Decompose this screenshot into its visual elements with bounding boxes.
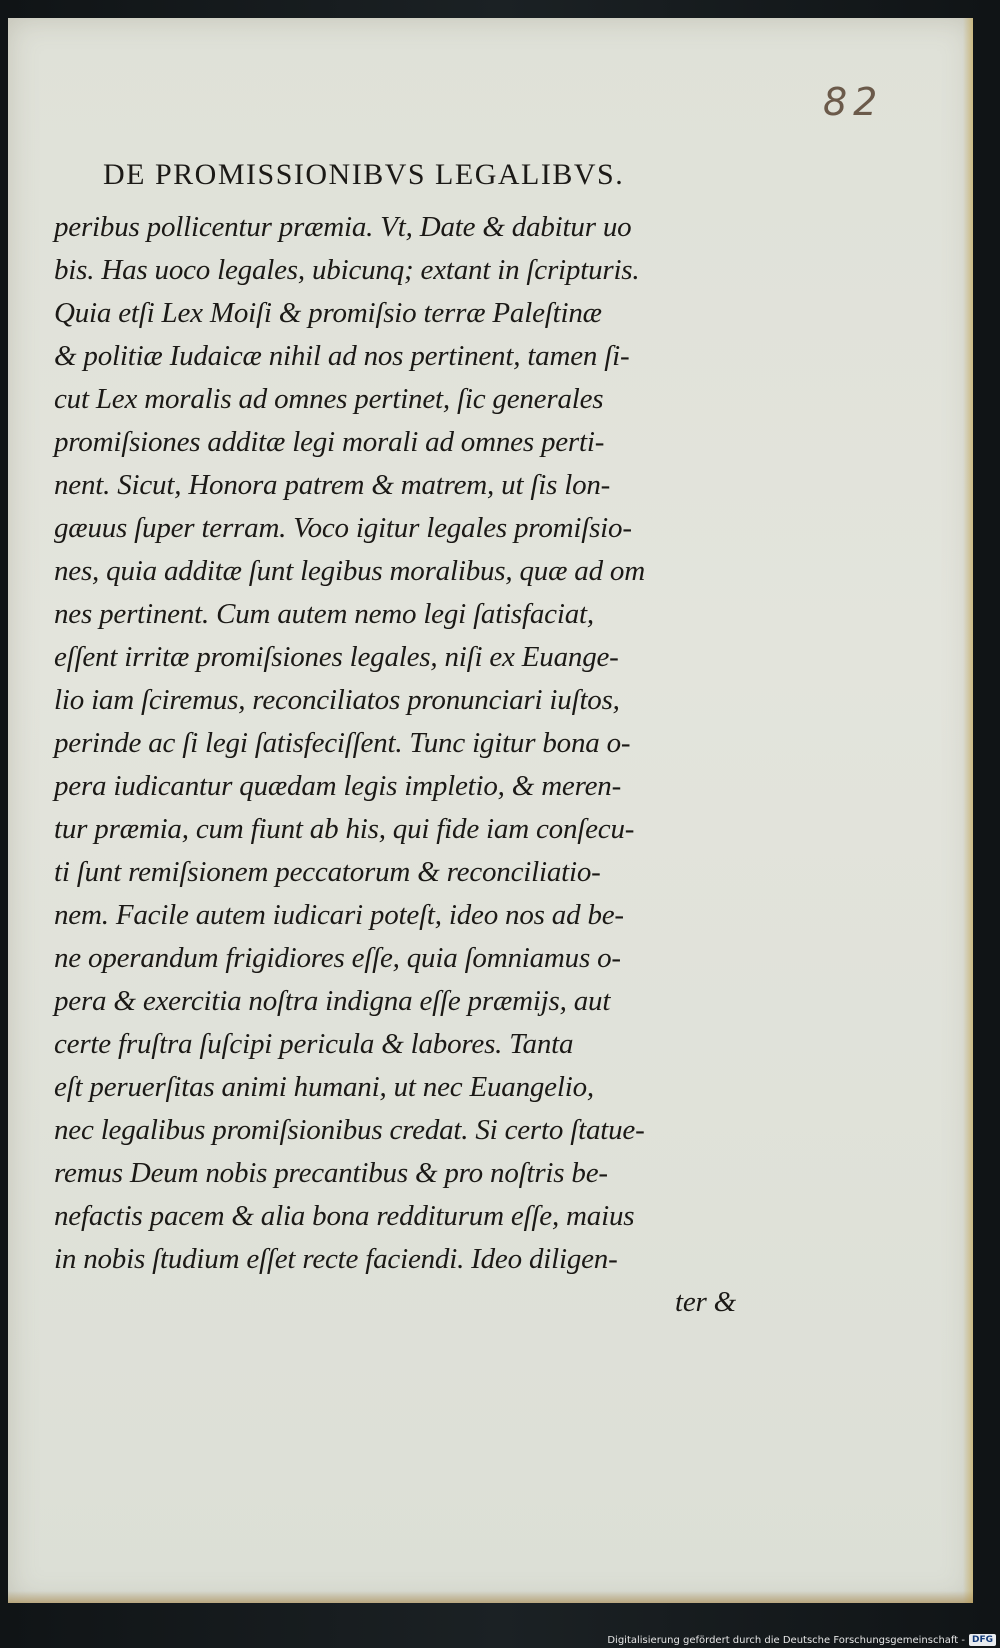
text-line: perinde ac ſi legi ſatisfeciſſent. Tunc igitur bona o- bbox=[54, 727, 631, 759]
dfg-logo: DFG bbox=[969, 1634, 996, 1646]
digitization-credit bbox=[607, 1634, 996, 1646]
book-page bbox=[8, 18, 973, 1603]
text-line: promiſsiones additæ legi morali ad omnes perti- bbox=[54, 426, 605, 458]
text-line: nefactis pacem & alia bona redditurum eſſe, maius bbox=[54, 1200, 635, 1232]
text-line: certe fruſtra ſuſcipi pericula & labores. Tanta bbox=[54, 1028, 574, 1060]
text-line: pera & exercitia noſtra indigna eſſe præmijs, aut bbox=[54, 985, 611, 1017]
text-line: & politiæ Iudaicæ nihil ad nos pertinent, tamen ſi- bbox=[54, 340, 630, 372]
text-line: eſſent irritæ promiſsiones legales, niſi ex Euange- bbox=[54, 641, 619, 673]
text-line: eſt peruerſitas animi humani, ut nec Euangelio, bbox=[54, 1071, 594, 1103]
text-line: remus Deum nobis precantibus & pro noſtris be- bbox=[54, 1157, 608, 1189]
text-line: peribus pollicentur præmia. Vt, Date & dabitur uo bbox=[54, 211, 632, 243]
text-line: lio iam ſciremus, reconciliatos pronunciari iuſtos, bbox=[54, 684, 620, 716]
folio-number: 82 bbox=[823, 80, 884, 124]
text-line: ti ſunt remiſsionem peccatorum & reconciliatio- bbox=[54, 856, 601, 888]
page-edge-bottom bbox=[8, 1591, 973, 1603]
text-line: Quia etſi Lex Moiſi & promiſsio terræ Paleſtinæ bbox=[54, 297, 602, 329]
text-line: nent. Sicut, Honora patrem & matrem, ut ſis lon- bbox=[54, 469, 611, 501]
text-line: in nobis ſtudium eſſet recte faciendi. Ideo diligen- bbox=[54, 1243, 618, 1275]
text-line: gæuus ſuper terram. Voco igitur legales promiſsio- bbox=[54, 512, 632, 544]
text-line: nes, quia additæ ſunt legibus moralibus, quæ ad om bbox=[54, 555, 645, 587]
catchword: ter & bbox=[674, 1286, 736, 1318]
text-line: ne operandum frigidiores eſſe, quia ſomniamus o- bbox=[54, 942, 621, 974]
text-line: cut Lex moralis ad omnes pertinet, ſic generales bbox=[54, 383, 604, 415]
page-edge-right bbox=[963, 18, 973, 1603]
text-line: nem. Facile autem iudicari poteſt, ideo nos ad be- bbox=[54, 899, 624, 931]
text-block bbox=[54, 206, 754, 1324]
text-line: pera iudicantur quædam legis impletio, & meren- bbox=[54, 770, 622, 802]
text-line: nes pertinent. Cum autem nemo legi ſatisfaciat, bbox=[54, 598, 594, 630]
text-line: bis. Has uoco legales, ubicunq; extant in ſcripturis. bbox=[54, 254, 640, 286]
credit-text: Digitalisierung gefördert durch die Deutsche Forschungsgemeinschaft - bbox=[607, 1634, 965, 1646]
text-line: tur præmia, cum fiunt ab his, qui fide iam conſecu- bbox=[54, 813, 635, 845]
running-header: DE PROMISSIONIBVS LEGALIBVS. bbox=[103, 158, 625, 191]
text-line: nec legalibus promiſsionibus credat. Si certo ſtatue- bbox=[54, 1114, 645, 1146]
